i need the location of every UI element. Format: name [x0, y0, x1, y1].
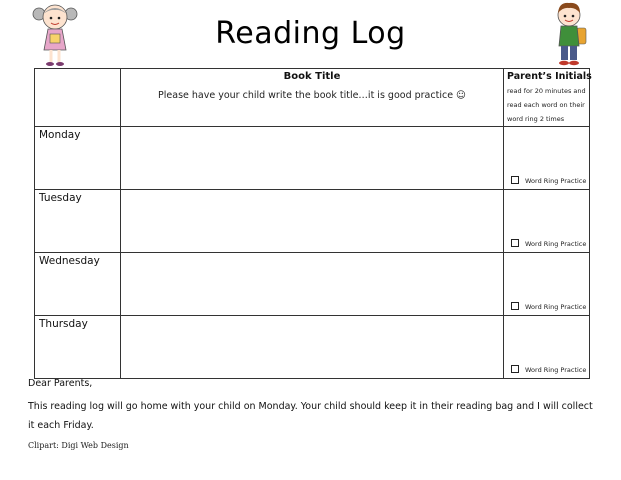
letter-body: This reading log will go home with your child on Monday. Your child should keep it in their reading bag and I will collect it each Friday. — [28, 401, 593, 431]
day-label-tuesday: Tuesday — [39, 192, 82, 204]
book-title-header-cell — [121, 69, 504, 127]
clipart-credit: Clipart: Digi Web Design — [28, 441, 129, 450]
blank-header-cell — [35, 69, 121, 127]
word-ring-practice-wednesday — [507, 302, 586, 313]
checkbox-icon[interactable] — [511, 365, 519, 373]
table-header-row — [35, 69, 590, 127]
letter-greeting: Dear Parents, — [28, 378, 93, 389]
initials-header-cell — [504, 69, 590, 127]
day-cell — [35, 316, 121, 379]
table-row-tuesday — [35, 190, 590, 253]
book-title-note: Please have your child write the book title…it is good practice ☺ — [158, 90, 466, 101]
book-title-entry-monday[interactable] — [121, 127, 504, 190]
checkbox-icon[interactable] — [511, 176, 519, 184]
book-title-header: Book Title — [283, 71, 341, 82]
word-ring-practice-thursday — [507, 365, 586, 376]
page-title: Reading Log — [215, 16, 406, 51]
parents-initials-header: Parent’s Initials — [507, 71, 592, 82]
word-ring-practice-label: Word Ring Practice — [525, 303, 587, 311]
day-cell — [35, 190, 121, 253]
book-title-entry-thursday[interactable] — [121, 316, 504, 379]
initials-entry-wednesday[interactable] — [504, 253, 590, 316]
day-label-thursday: Thursday — [39, 318, 88, 330]
day-cell — [35, 253, 121, 316]
reading-log-table — [34, 68, 590, 379]
parents-initials-note: read for 20 minutes and read each word on their word ring 2 times — [507, 87, 586, 123]
initials-entry-tuesday[interactable] — [504, 190, 590, 253]
book-title-entry-tuesday[interactable] — [121, 190, 504, 253]
checkbox-icon[interactable] — [511, 302, 519, 310]
word-ring-practice-monday — [507, 176, 586, 187]
book-title-entry-wednesday[interactable] — [121, 253, 504, 316]
initials-entry-monday[interactable] — [504, 127, 590, 190]
table-row-monday — [35, 127, 590, 190]
day-label-monday: Monday — [39, 129, 81, 141]
table-row-thursday — [35, 316, 590, 379]
day-label-wednesday: Wednesday — [39, 255, 100, 267]
word-ring-practice-label: Word Ring Practice — [525, 366, 587, 374]
word-ring-practice-tuesday — [507, 239, 586, 250]
table-row-wednesday — [35, 253, 590, 316]
word-ring-practice-label: Word Ring Practice — [525, 177, 587, 185]
checkbox-icon[interactable] — [511, 239, 519, 247]
initials-entry-thursday[interactable] — [504, 316, 590, 379]
day-cell — [35, 127, 121, 190]
word-ring-practice-label: Word Ring Practice — [525, 240, 587, 248]
